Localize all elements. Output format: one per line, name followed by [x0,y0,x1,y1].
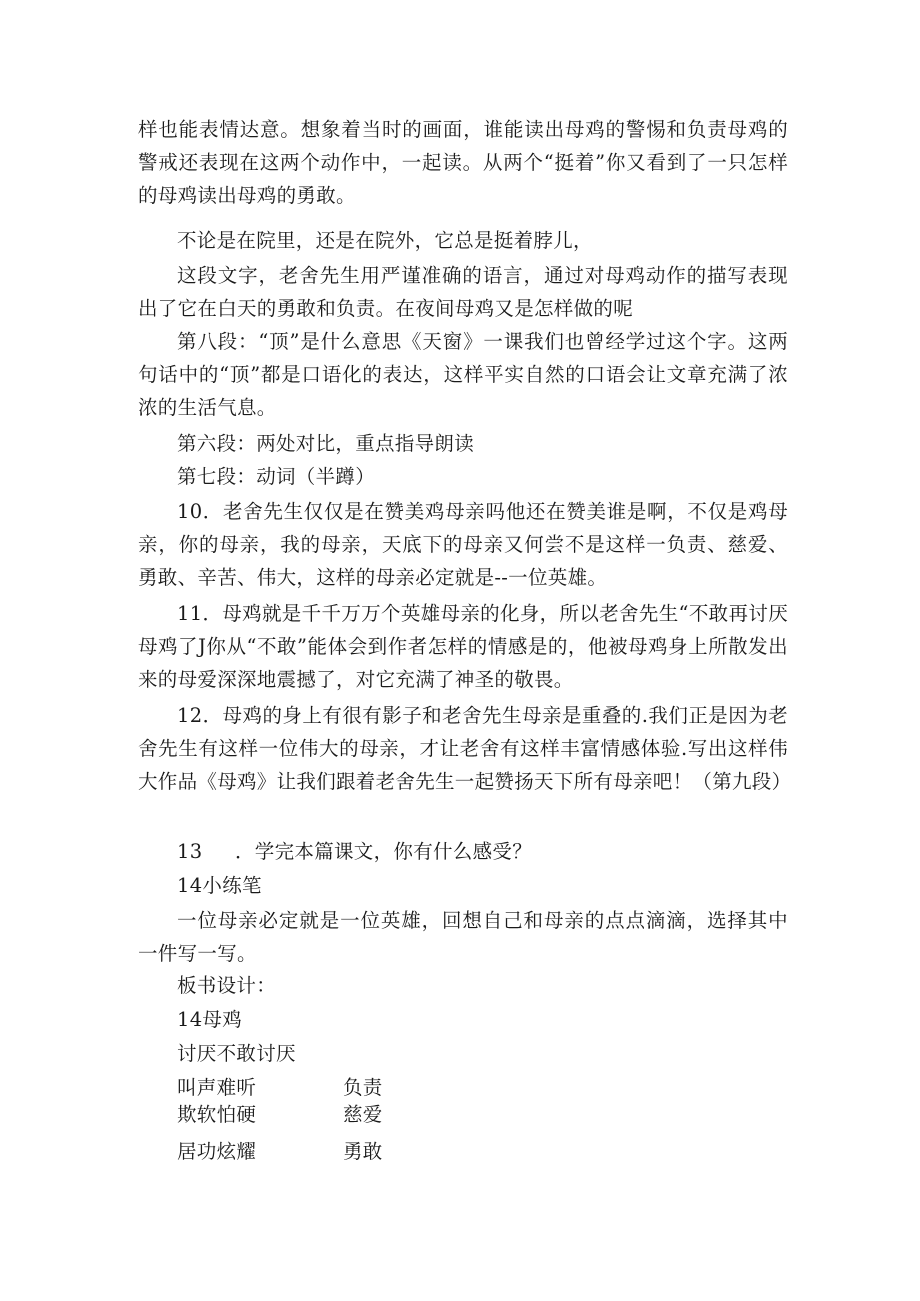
paragraph-sixth-section: 第六段：两处对比，重点指导朗读 [177,432,475,455]
paragraph-item-10: 10．老舍先生仅仅是在赞美鸡母亲吗他还在赞美谁是啊，不仅是鸡母亲，你的母亲，我的母亲，天底下的母亲又何尝不是这样一负责、慈爱、勇敢、辛苦、伟大，这样的母亲必定就是--一位英雄。 [138,500,788,589]
board-right-term: 慈爱 [343,1103,383,1126]
board-left-term: 叫声难听 [177,1076,257,1099]
board-row [177,1135,477,1168]
board-left-term: 居功炫耀 [177,1140,257,1163]
board-left-term: 欺软怕硬 [177,1103,257,1126]
board-right-term: 勇敢 [343,1140,383,1163]
board-design-heading: 板书设计： [177,974,277,997]
item-text: ．学完本篇课文，你有什么感受？ [235,840,533,863]
paragraph-analysis: 这段文字，老舍先生用严谨准确的语言，通过对母鸡动作的描写表现出了它在白天的勇敢和负责。在夜间母鸡又是怎样做的呢 [138,264,788,320]
exercise-heading: 14小练笔 [177,874,262,897]
paragraph-quote: 不论是在院里，还是在院外，它总是挺着脖儿， [177,229,593,252]
paragraph-seventh-section: 第七段：动词（半蹲） [177,465,376,488]
board-right-term: 负责 [343,1076,383,1099]
item-number: 13 [177,840,203,863]
board-row [177,1098,477,1131]
paragraph-reading-guide: 样也能表情达意。想象着当时的画面，谁能读出母鸡的警惕和负责母鸡的警戒还表现在这两个动作中，一起读。从两个“挺着”你又看到了一只怎样的母鸡读出母鸡的勇敢。 [138,118,788,207]
board-title: 14母鸡 [177,1008,243,1031]
paragraph-eighth-section: 第八段：“顶”是什么意思《天窗》一课我们也曾经学过这个字。这两句话中的“顶”都是口语化的表达，这样平实自然的口语会让文章充满了浓浓的生活气息。 [138,330,788,419]
exercise-prompt: 一位母亲必定就是一位英雄，回想自己和母亲的点点滴滴，选择其中一件写一写。 [138,909,788,965]
paragraph-item-12: 12．母鸡的身上有很有影子和老舍先生母亲是重叠的.我们正是因为老舍先生有这样一位伟大的母亲，才让老舍有这样丰富情感体验.写出这样伟大作品《母鸡》让我们跟着老舍先生一起赞扬天下所有母亲吧！（第九段） [138,704,792,793]
paragraph-item-11: 11．母鸡就是千千万万个英雄母亲的化身，所以老舍先生“不敢再讨厌母鸡了J你从“不敢”能体会到作者怎样的情感是的，他被母鸡身上所散发出来的母爱深深地震撼了，对它充满了神圣的敬畏。 [138,602,788,691]
paragraph-item-13 [177,835,532,868]
board-subtitle: 讨厌不敢讨厌 [177,1042,296,1065]
